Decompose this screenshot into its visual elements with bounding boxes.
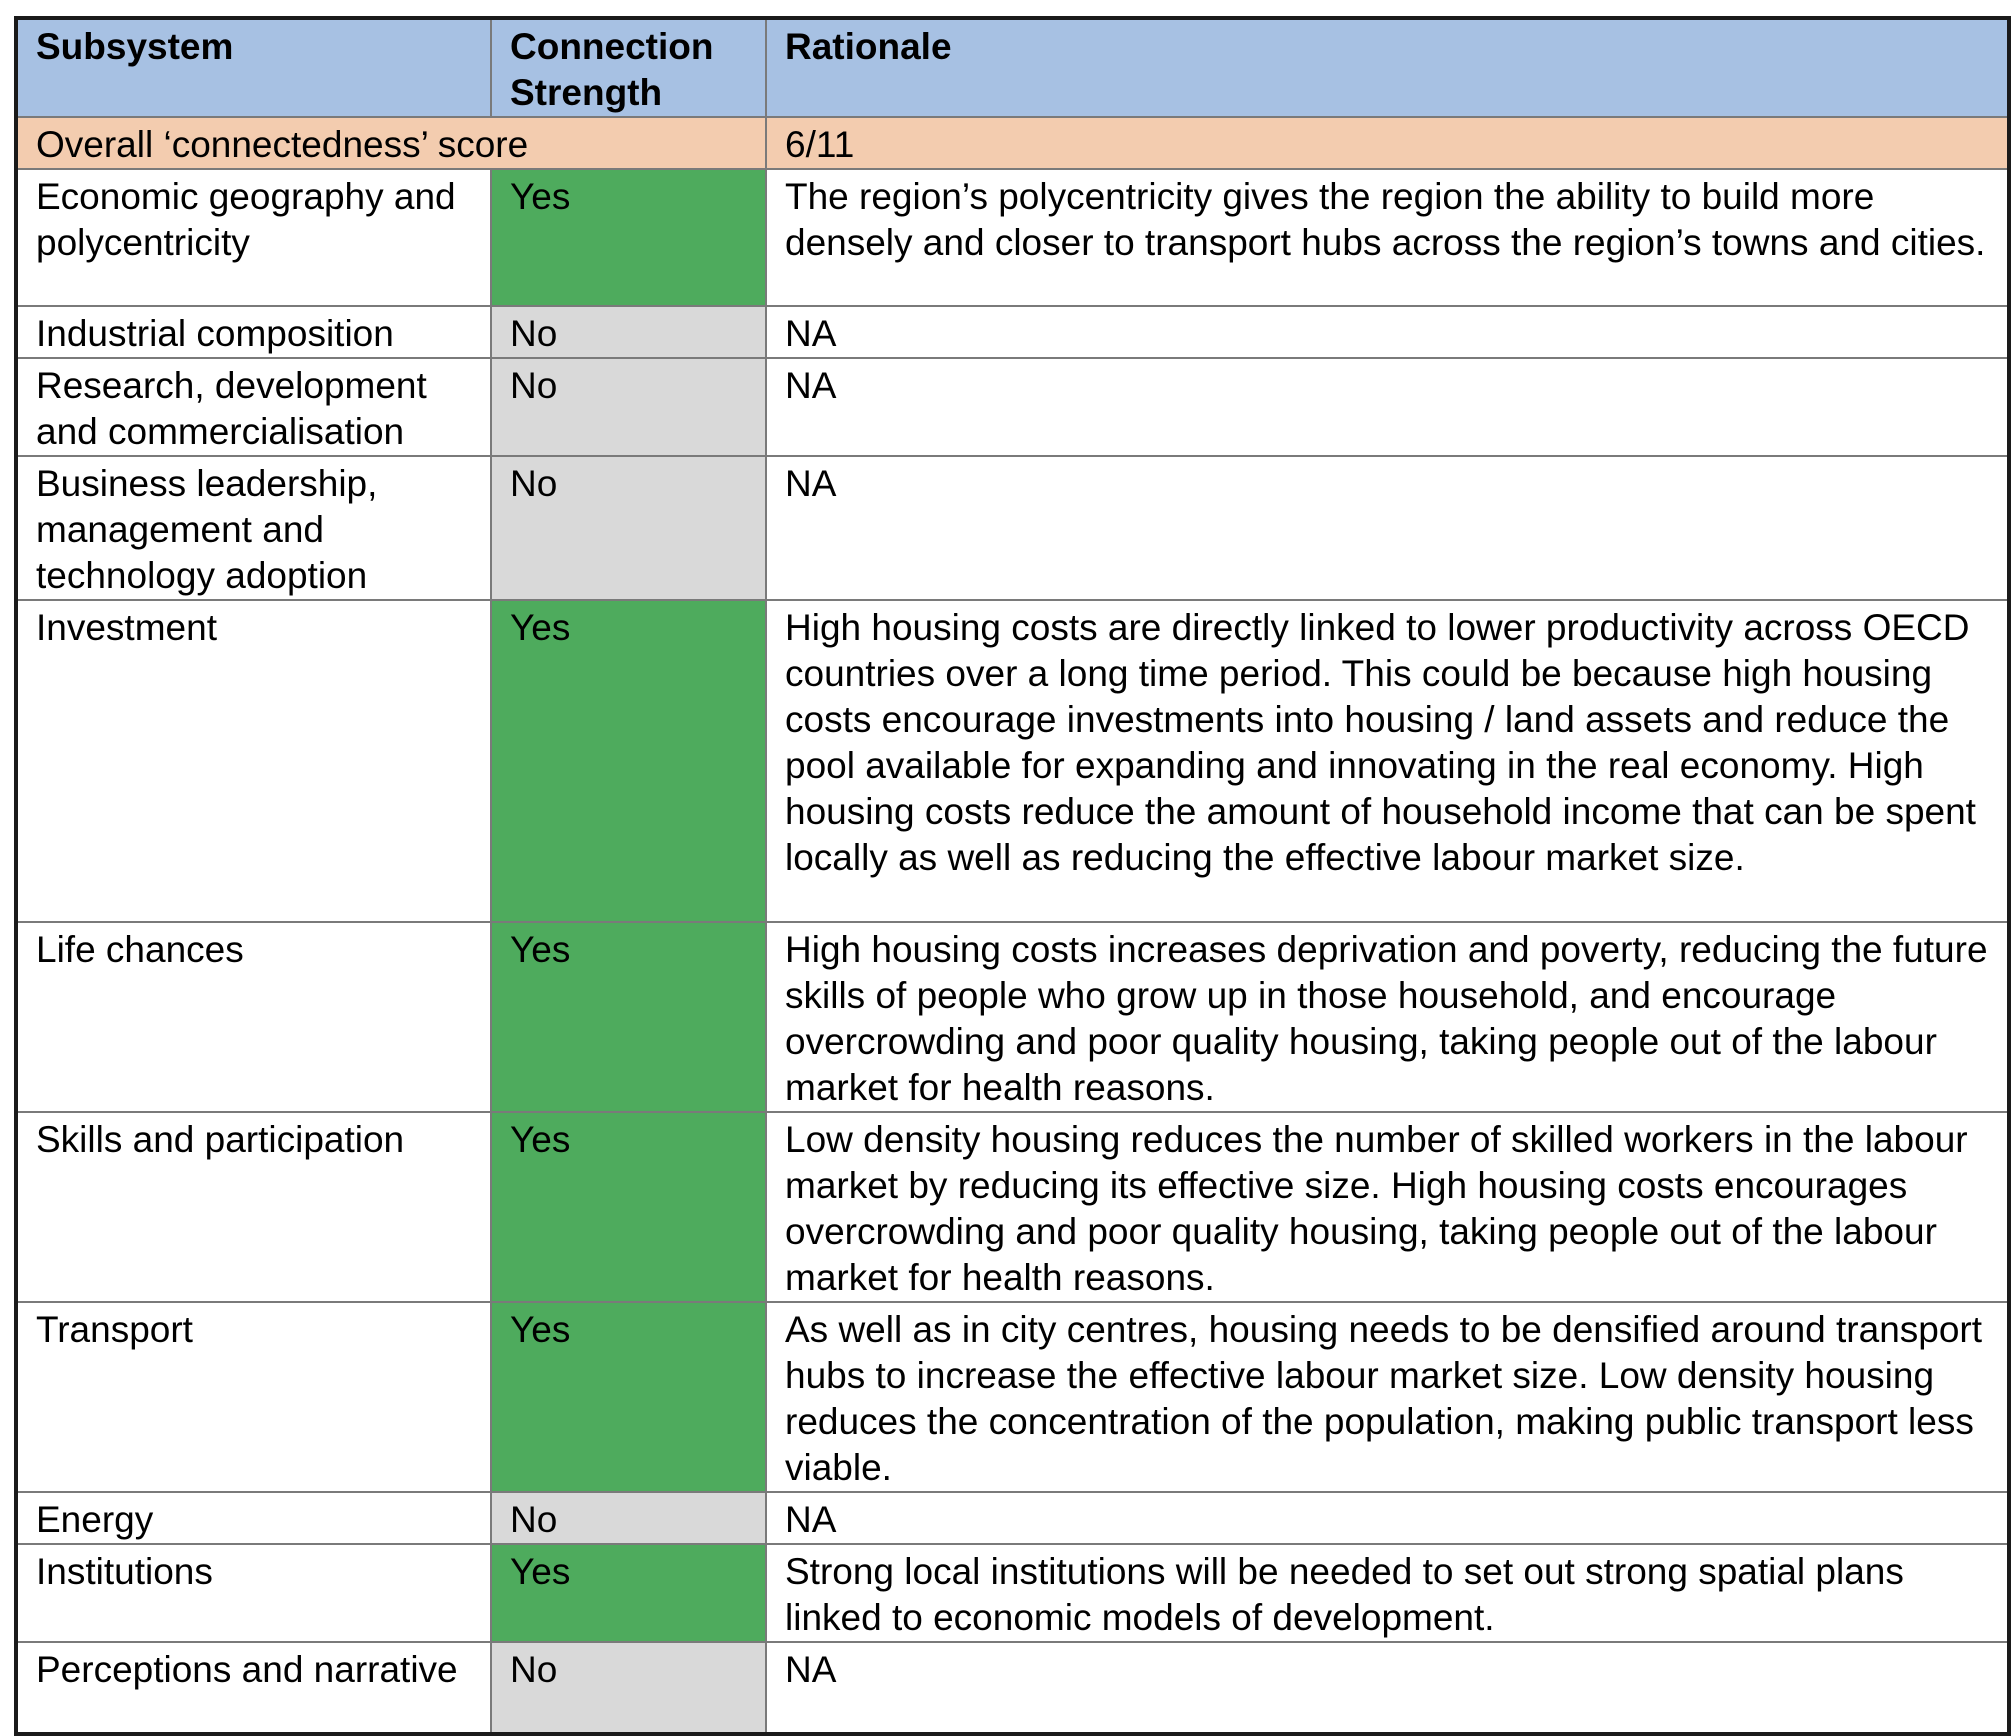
table-row [16,1112,2009,1302]
subsystem-cell: Transport [16,1302,491,1492]
table-row [16,1642,2009,1734]
subsystem-cell: Research, development and commercialisation [16,358,491,456]
subsystem-cell: Business leadership, management and technology adoption [16,456,491,600]
overall-score-value: 6/11 [766,117,2009,169]
rationale-cell: NA [766,456,2009,600]
strength-cell: Yes [491,600,766,922]
strength-cell: Yes [491,1302,766,1492]
strength-cell: Yes [491,169,766,306]
rationale-cell: High housing costs increases deprivation and poverty, reducing the future skills of people who grow up in those household, and encourage overcrowding and poor quality housing, taking people out of the labour market for health reasons. [766,922,2009,1112]
rationale-cell: NA [766,358,2009,456]
subsystem-cell: Economic geography and polycentricity [16,169,491,306]
strength-cell: Yes [491,922,766,1112]
table-row [16,1492,2009,1544]
table-row [16,169,2009,306]
table-row [16,922,2009,1112]
strength-cell: No [491,306,766,358]
table-row [16,456,2009,600]
subsystem-cell: Life chances [16,922,491,1112]
overall-score-label: Overall ‘connectedness’ score [16,117,766,169]
table-row [16,306,2009,358]
rationale-cell: NA [766,1492,2009,1544]
table-row [16,1544,2009,1642]
header-subsystem: Subsystem [16,18,491,117]
subsystem-cell: Skills and participation [16,1112,491,1302]
strength-cell: No [491,358,766,456]
rationale-cell: NA [766,1642,2009,1734]
strength-cell: Yes [491,1112,766,1302]
subsystem-cell: Institutions [16,1544,491,1642]
table-row [16,1302,2009,1492]
table-header-row [16,18,2009,117]
strength-cell: No [491,456,766,600]
header-connection-strength: Connection Strength [491,18,766,117]
rationale-cell: Low density housing reduces the number of skilled workers in the labour market by reducing its effective size. High housing costs encourages overcrowding and poor quality housing, taking people out of the labour market for health reasons. [766,1112,2009,1302]
table-row [16,358,2009,456]
rationale-cell: High housing costs are directly linked to lower productivity across OECD countries over a long time period. This could be because high housing costs encourage investments into housing / land assets and reduce the pool available for expanding and innovating in the real economy. High housing costs reduce the amount of household income that can be spent locally as well as reducing the effective labour market size. [766,600,2009,922]
subsystem-cell: Investment [16,600,491,922]
header-rationale: Rationale [766,18,2009,117]
rationale-cell: NA [766,306,2009,358]
connectedness-table [14,16,2011,1736]
rationale-cell: As well as in city centres, housing needs to be densified around transport hubs to increase the effective labour market size. Low density housing reduces the concentration of the population, making public transport less viable. [766,1302,2009,1492]
strength-cell: No [491,1492,766,1544]
strength-cell: No [491,1642,766,1734]
subsystem-cell: Energy [16,1492,491,1544]
strength-cell: Yes [491,1544,766,1642]
table-row [16,600,2009,922]
overall-score-row [16,117,2009,169]
subsystem-cell: Perceptions and narrative [16,1642,491,1734]
subsystem-cell: Industrial composition [16,306,491,358]
rationale-cell: The region’s polycentricity gives the region the ability to build more densely and closer to transport hubs across the region’s towns and cities. [766,169,2009,306]
rationale-cell: Strong local institutions will be needed to set out strong spatial plans linked to economic models of development. [766,1544,2009,1642]
